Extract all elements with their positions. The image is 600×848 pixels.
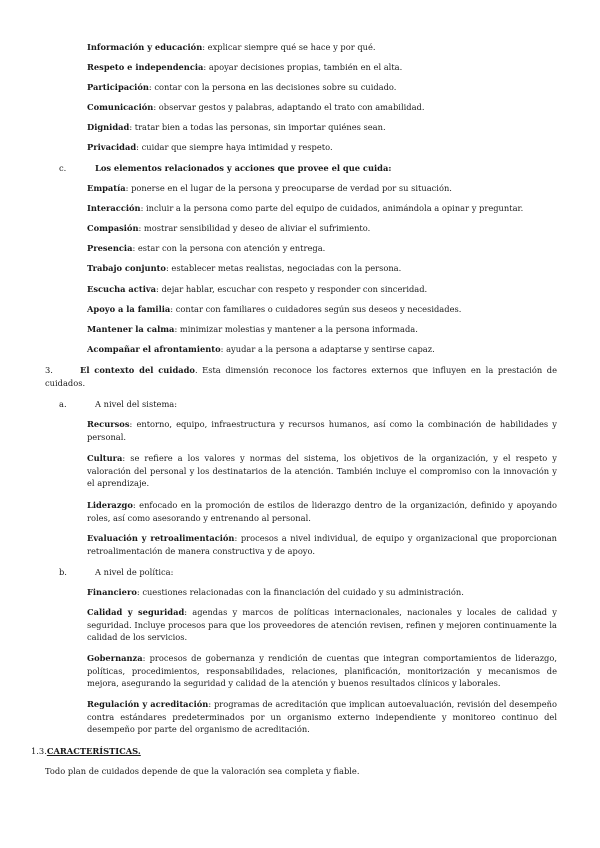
list-item: Liderazgo: enfocado en la promoción de estilos de liderazgo dentro de la organización, definido y apoyando roles, así como asesorando y entrenando al personal. [87,500,558,523]
list-item: Escucha activa: dejar hablar, escuchar con respeto y responder con sinceridad. [87,284,428,294]
sub-b-marker: b. [59,567,67,577]
section-13-number: 1.3. [31,746,47,756]
list-item: Gobernanza: procesos de gobernanza y rendición de cuentas que integran comportamientos de liderazgo, políticas, procedimientos, responsabilidades, relaciones, planificación, monitorización y mecanismos de mejora, asegurando la seguridad y calidad de la atención y buenos resultados clínicos y laborales. [87,653,558,689]
section-c-heading: Los elementos relacionados y acciones que provee el que cuida: [95,163,392,173]
list-item: Recursos: entorno, equipo, infraestructura y recursos humanos, así como la combinación de habilidades y personal. [87,419,557,442]
list-item: Mantener la calma: minimizar molestias y mantener a la persona informada. [87,324,418,334]
list-item: Dignidad: tratar bien a todas las personas, sin importar quiénes sean. [87,122,386,132]
section-3-title: El contexto del cuidado [80,365,195,375]
closing-paragraph: Todo plan de cuidados depende de que la valoración sea completa y fiable. [45,766,360,776]
section-c-marker: c. [59,163,67,173]
list-item: Participación: contar con la persona en las decisiones sobre su cuidado. [87,82,397,92]
section-13-title: CARACTERÍSTICAS. [46,746,141,756]
list-item: Comunicación: observar gestos y palabras, adaptando el trato con amabilidad. [87,102,425,112]
list-item: Empatía: ponerse en el lugar de la persona y preocuparse de verdad por su situación. [87,183,452,193]
list-item: Interacción: incluir a la persona como parte del equipo de cuidados, animándola a opinar y preguntar. [87,203,524,213]
list-item: Evaluación y retroalimentación: procesos a nivel individual, de equipo y organizacional que proporcionan retroalimentación de manera constructiva y de apoyo. [87,533,557,556]
list-item: Compasión: mostrar sensibilidad y deseo de aliviar el sufrimiento. [87,223,371,233]
section-13-heading [31,745,141,758]
sub-a-marker: a. [59,399,67,409]
list-item: Cultura: se refiere a los valores y normas del sistema, los objetivos de la organización, y el respeto y valoración del personal y los destinatarios de la atención. También incluye el compromiso con la innovación y el aprendizaje. [87,453,557,489]
list-item: Regulación y acreditación: programas de acreditación que implican autoevaluación, revisión del desempeño contra estándares predeterminados por un organismo externo independiente y monitoreo continuo del desempeño por parte del organismo de acreditación. [87,699,557,735]
sub-a-heading: A nivel del sistema: [95,399,178,409]
list-item: Privacidad: cuidar que siempre haya intimidad y respeto. [87,142,333,152]
list-item: Acompañar el afrontamiento: ayudar a la persona a adaptarse y sentirse capaz. [87,344,435,354]
list-item: Apoyo a la familia: contar con familiares o cuidadores según sus deseos y necesidades. [87,304,462,314]
list-item: Financiero: cuestiones relacionadas con la financiación del cuidado y su administración. [87,587,464,597]
list-item: Trabajo conjunto: establecer metas realistas, negociadas con la persona. [87,263,402,273]
section-3-paragraph: El contexto del cuidado. Esta dimensión reconoce los factores externos que influyen en la prestación de cuidados. [45,365,557,388]
list-item: Información y educación: explicar siempre qué se hace y por qué. [87,42,376,52]
list-item: Respeto e independencia: apoyar decisiones propias, también en el alta. [87,62,403,72]
section-3-number: 3. [45,365,53,375]
sub-b-heading: A nivel de política: [95,567,174,577]
list-item: Calidad y seguridad: agendas y marcos de políticas internacionales, nacionales y locales de calidad y seguridad. Incluye procesos para que los proveedores de atención revisen, refinen y mejoren continuamente la calidad de los servicios. [87,607,557,643]
list-item: Presencia: estar con la persona con atención y entrega. [87,243,326,253]
